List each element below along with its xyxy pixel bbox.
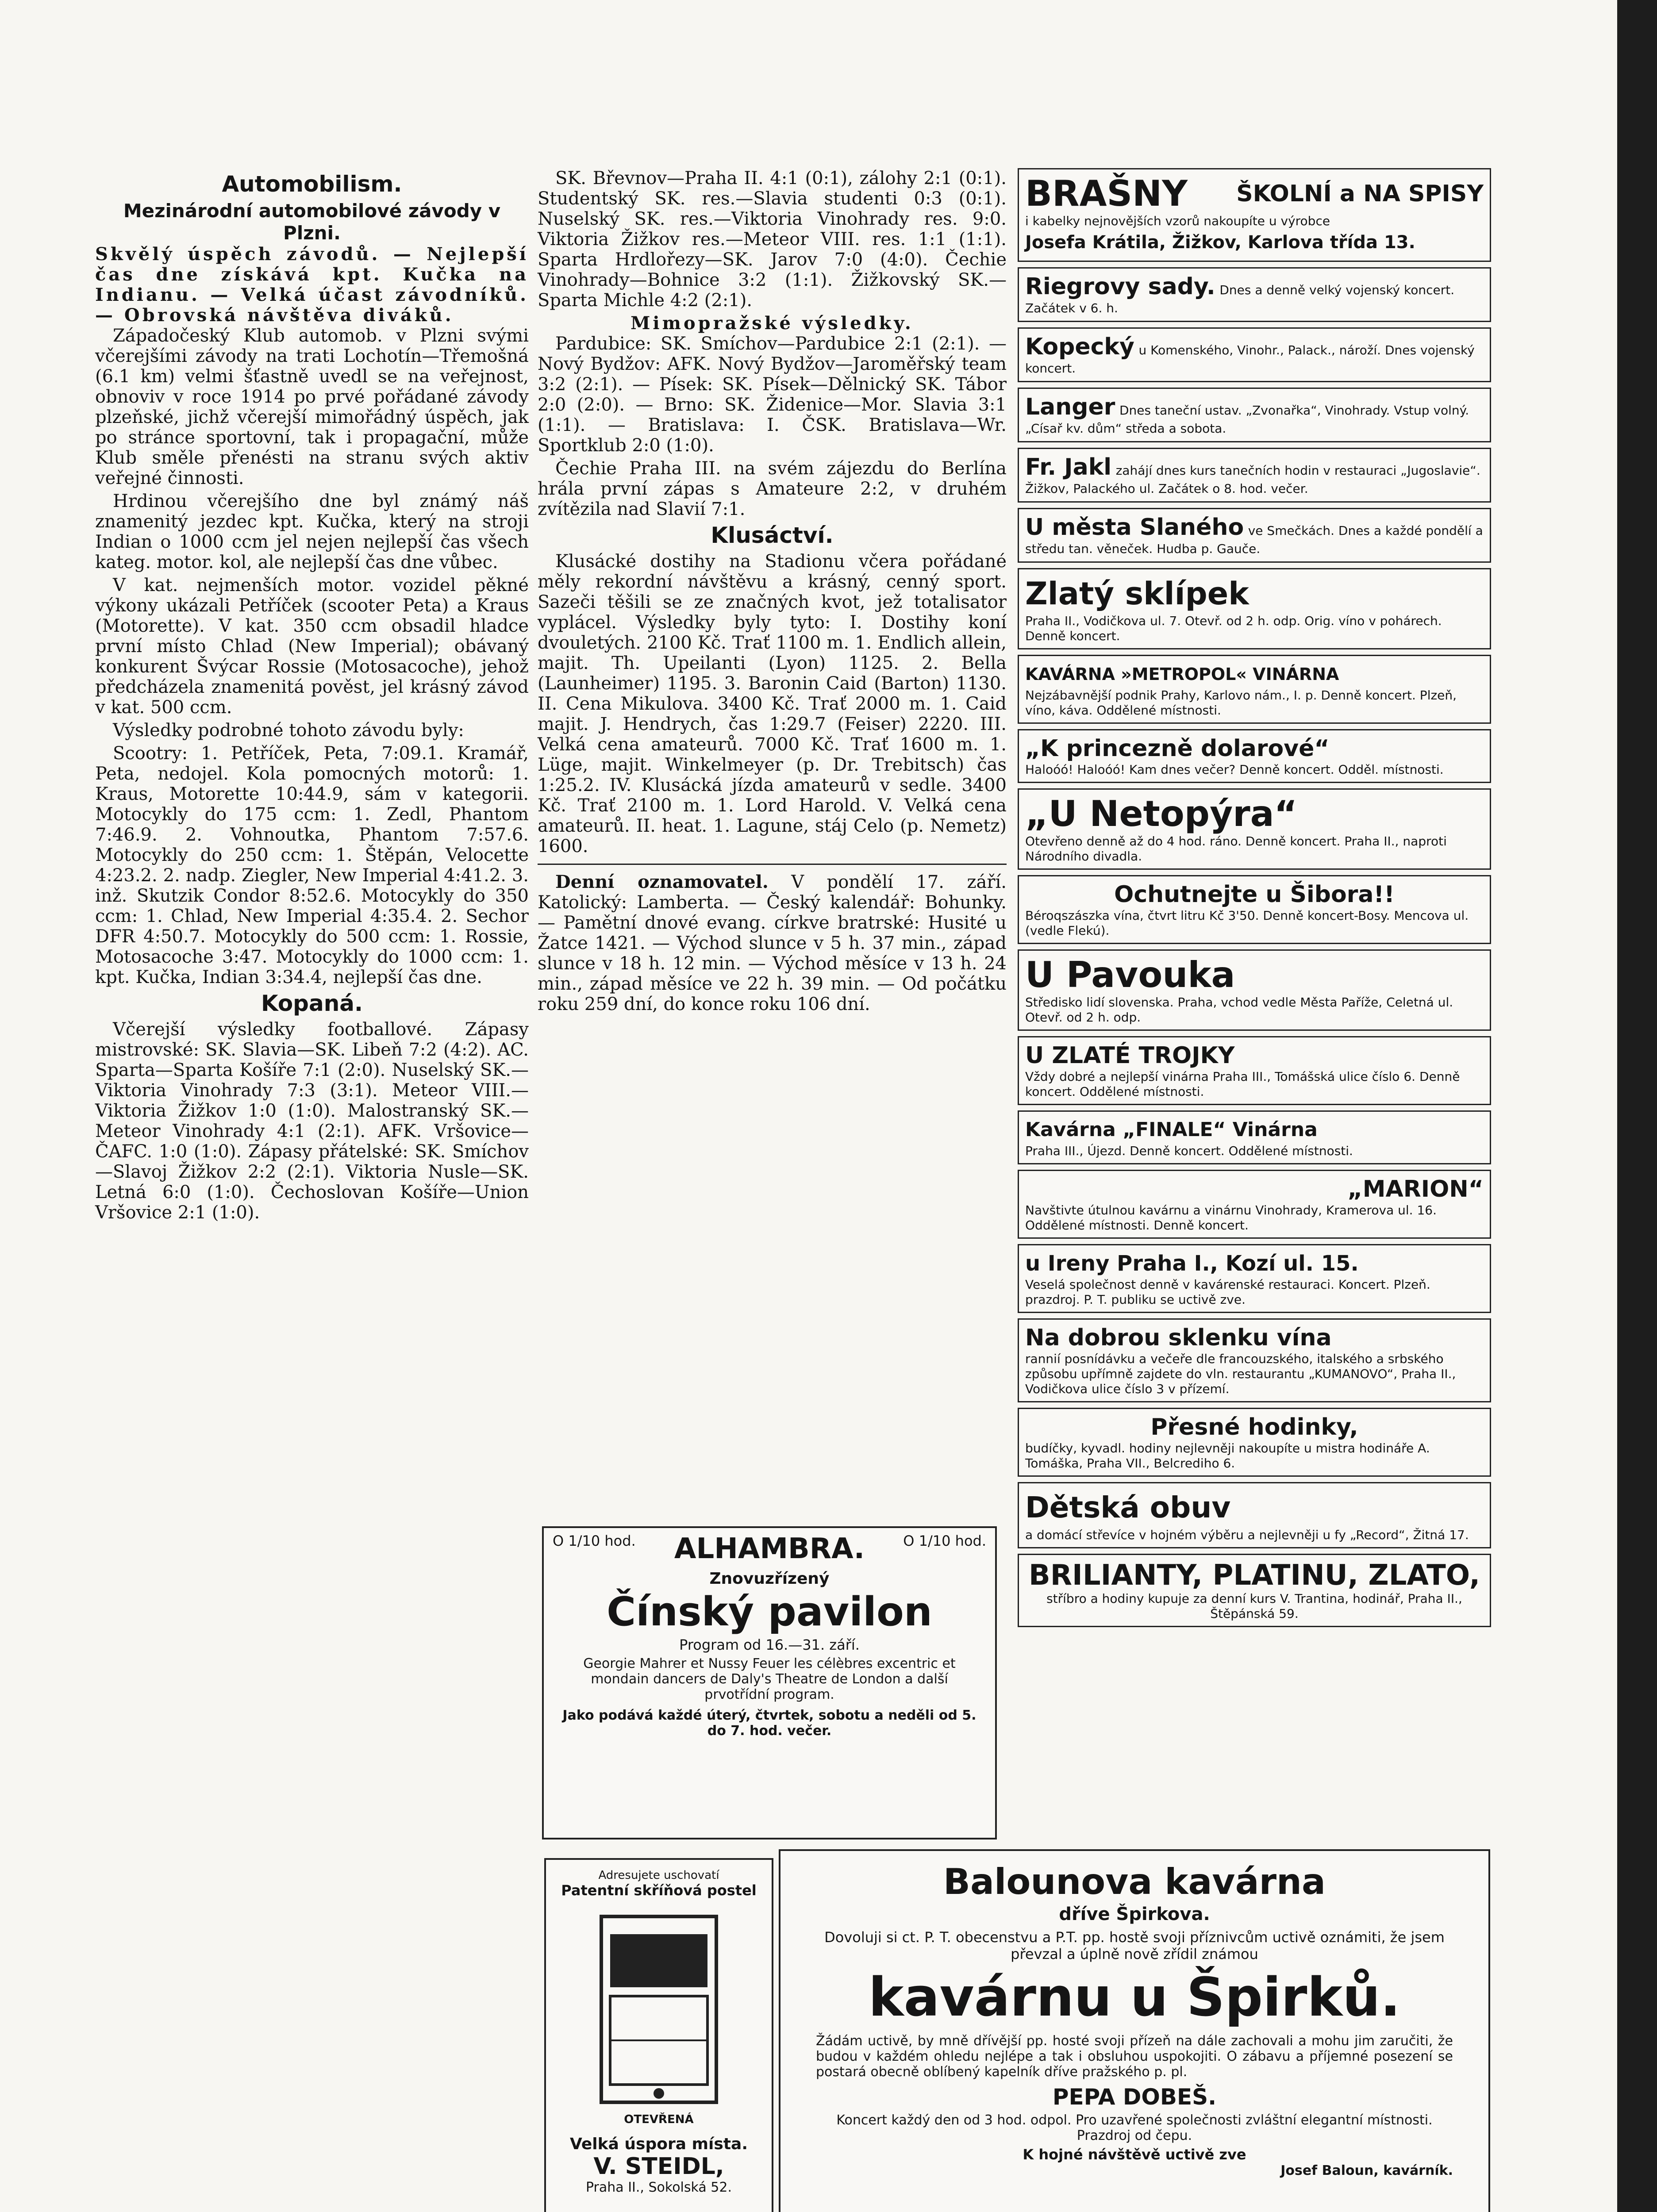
ad-kumanovo xyxy=(1018,1318,1491,1402)
steidl-top: Adresujete uschovatí xyxy=(598,1869,719,1882)
ad-brasny-sub: ŠKOLNÍ a NA SPISY xyxy=(1236,180,1484,207)
ad-title: Riegrovy sady. xyxy=(1025,273,1215,300)
ad-title: „MARION“ xyxy=(1347,1176,1484,1202)
ad-langer xyxy=(1018,388,1491,442)
ad-pavouka xyxy=(1018,949,1491,1031)
ad-brasny-title: BRAŠNY xyxy=(1025,173,1188,214)
article-paragraph: V kat. nejmenších motor. vozidel pěkné výkony ukázali Petříček (scooter Peta) a Kraus (Motorette). V kat. 350 ccm obsadil hladce první místo Chlad (New Imperial); obávaný konkurent Švýcar Rossie (Motosacoche), jehož předcházela znamenitá pověst, jel krásný závod v kat. 500 ccm. xyxy=(95,575,529,718)
alhambra-renov: Znovuzřízený xyxy=(709,1570,830,1588)
ad-title: Ochutnejte u Šibora!! xyxy=(1114,881,1395,908)
baloun-invite: K hojné návštěvě uctivě zve xyxy=(1023,2146,1246,2163)
ad-title: Langer xyxy=(1025,394,1115,420)
ad-text: Praha II., Vodičkova ul. 7. Otevř. od 2 h. odp. Orig. víno v pohárech. Denně koncert. xyxy=(1025,614,1442,643)
ad-sibor xyxy=(1018,875,1491,944)
ad-trantina xyxy=(1018,1554,1491,1627)
ad-hodinky xyxy=(1018,1408,1491,1477)
ad-text: Dnes taneční ustav. „Zvonařka“, Vinohrady. Vstup volný. „Císař kv. dům“ středa a sobota. xyxy=(1025,403,1469,436)
alhambra-program: Program od 16.—31. září. xyxy=(679,1636,860,1653)
ad-text: Praha III., Újezd. Denně koncert. Oddělené místnosti. xyxy=(1025,1144,1353,1158)
trotting-results: Klusácké dostihy na Stadionu včera pořádané měly rekordní návštěvu a krásný, cenný sport. Sazeči těšili se ze značných kvot, jež totalisator vyplácel. Výsledky byly tyto: I. Dostihy koní dvouletých. 2100 Kč. Trať 1100 m. 1. Endlich allein, majit. Th. Upeilanti (Lyon) 1125. 2. Bella (Launheimer) 1195. 3. Baronin Caid (Barton) 1130. II. Cena Mikulova. 3400 Kč. Trať 2000 m. 1. Caid majit. J. Hendrych, čas 1:29.7 (Feiser) 2220. III. Velká cena amateurů. 7000 Kč. Trať 1600 m. 1. Lüge, majit. Winkelmeyer (p. Dr. Trebitsch) čas 1:25.2. IV. Klusácká jízda amateurů v sedle. 3400 Kč. Trať 2100 m. 1. Lord Harold. V. Velká cena amateurů. II. heat. 1. Lagune, stáj Celo (p. Nemetz) 1600. xyxy=(538,551,1007,856)
ad-kopecky xyxy=(1018,327,1491,382)
alhambra-price-right: O 1/10 hod. xyxy=(903,1532,986,1549)
steidl-word: OTEVŘENÁ xyxy=(624,2113,694,2126)
ad-title: Na dobrou sklenku vína xyxy=(1025,1325,1332,1351)
steidl-title: Patentní skříňová postel xyxy=(561,1882,757,1899)
ad-title: Přesné hodinky, xyxy=(1150,1414,1358,1440)
daily-notice-title: Denní oznamovatel. xyxy=(555,872,769,892)
alhambra-pavilion: Čínský pavilon xyxy=(607,1589,932,1635)
section-title-football: Kopaná. xyxy=(261,991,363,1016)
ad-metropol xyxy=(1018,655,1491,724)
divider xyxy=(538,864,1007,865)
baloun-name: kavárnu u Špirků. xyxy=(868,1967,1401,2028)
ads-column xyxy=(1018,168,1491,1632)
steidl-name: V. STEIDL, xyxy=(593,2153,724,2180)
ad-brasny xyxy=(1018,168,1491,262)
ad-text: u Komenského, Vinohr., Palack., nároží. Dnes vojenský koncert. xyxy=(1025,343,1475,376)
cechie-note: Čechie Praha III. na svém zájezdu do Berlína hrála první zápas s Amateure 2:2, v druhém zvítězila nad Slavií 7:1. xyxy=(538,458,1007,519)
baloun-intro: Dovoluji si ct. P. T. obecenstvu a P.T. pp. hostě svoji příznivcům uctivě oznámiti, že jsem převzal a úplně nově zřídil známou xyxy=(824,1929,1445,1962)
ad-text: rannií posnídávku a večeře dle francouzského, italského a srbského způsobu upřímně zajdete do vln. restaurantu „KUMANOVO“, Praha II., Vodičkova ulice číslo 3 v přízemí. xyxy=(1025,1352,1456,1396)
baloun-kapelnik: PEPA DOBEŠ. xyxy=(1052,2084,1217,2110)
article-title: Mezinárodní automobilové závody v Plzni. xyxy=(123,200,501,244)
results-heading: Výsledky podrobné tohoto závodu byly: xyxy=(113,720,464,741)
ad-title: u Ireny Praha I., Kozí ul. 15. xyxy=(1025,1251,1359,1276)
ad-text: Dnes a denně velký vojenský koncert. Začátek v 6. h. xyxy=(1025,283,1455,315)
ad-text: Béroqszászka vína, čtvrt litru Kč 3'50. Denně koncert-Bosy. Mencova ul. (vedle Flekú). xyxy=(1025,908,1469,938)
ad-princezna xyxy=(1018,729,1491,783)
page-edge-shadow xyxy=(1617,0,1657,2212)
alhambra-title: ALHAMBRA. xyxy=(674,1532,865,1565)
ad-text: Vždy dobré a nejlepší vinárna Praha III., Tomášská ulice číslo 6. Denně koncert. Oddělené místnosti. xyxy=(1025,1069,1460,1099)
ad-finale xyxy=(1018,1110,1491,1164)
ad-title: KAVÁRNA »METROPOL« VINÁRNA xyxy=(1025,664,1339,684)
baloun-body: Žádám uctivě, by mně dřívější pp. hosté svoji přízeň na dále zachovali a mohu jim zaručiti, že budou v každém ohledu nejlépe a tak i obsluhou uspokojiti. O zábavu a příjemné posezení se postará obecně oblíbený kapelník dříve pražského p. pl. xyxy=(816,2033,1453,2080)
ad-title: U ZLATÉ TROJKY xyxy=(1025,1042,1235,1069)
ad-title: Dětská obuv xyxy=(1025,1490,1231,1525)
ad-title: Zlatý sklípek xyxy=(1025,576,1249,612)
ad-title: U Pavouka xyxy=(1025,954,1235,995)
alhambra-footer: Jako podává každé úterý, čtvrtek, sobotu a neděli od 5. do 7. hod. večer. xyxy=(562,1708,977,1739)
ad-mesta-slaneho xyxy=(1018,508,1491,563)
ad-title: BRILIANTY, PLATINU, ZLATO, xyxy=(1028,1559,1480,1592)
article-paragraph: Hrdinou včerejšího dne byl známý náš znamenitý jezdec kpt. Kučka, který na stroji Indian o 1000 ccm jel nejen nejlepší čas všech kateg. motor. kol, ale nejlepší čas dne vůbec. xyxy=(95,491,529,572)
article-paragraph: Západočeský Klub automob. v Plzni svými včerejšími závody na trati Lochotín—Třemošná (6.1 km) velmi šťastně uvedl se na veřejnost, obnoviv v roce 1914 po prvé pořádané závody plzeňské, jichž včerejší mimořádný úspěch, jak po stránce sportovní, tak i propagační, může Klub směle přenésti na stranu svých aktiv veřejné činnosti. xyxy=(95,326,529,488)
ad-text: Navštivte útulnou kavárnu a vinárnu Vinohrady, Kramerova ul. 16. Oddělené místnosti. Denně koncert. xyxy=(1025,1203,1437,1233)
ad-title: „K princezně dolarové“ xyxy=(1025,735,1330,762)
ad-jakl xyxy=(1018,448,1491,503)
folding-bed-icon xyxy=(575,1908,743,2111)
ad-zlaty-sklipek xyxy=(1018,568,1491,649)
ad-text: stříbro a hodiny kupuje za denní kurs V. Trantina, hodinář, Praha II., Štěpánská 59. xyxy=(1046,1591,1462,1621)
baloun-title: Balounova kavárna xyxy=(943,1861,1326,1902)
ad-text: Otevřeno denně až do 4 hod. ráno. Denně koncert. Praha II., naproti Národního divadla. xyxy=(1025,834,1447,864)
ad-marion xyxy=(1018,1170,1491,1239)
alhambra-body: Georgie Mahrer et Nussy Feuer les célèbres excentric et mondain dancers de Daly's Theatre de London a další prvotřídní program. xyxy=(583,1656,956,1702)
alhambra-price-left: O 1/10 hod. xyxy=(553,1532,636,1549)
ad-netopyr xyxy=(1018,788,1491,870)
ad-steidl xyxy=(544,1858,773,2212)
ad-text: i kabelky nejnovějších vzorů nakoupíte u výrobce xyxy=(1025,214,1330,228)
daily-notice xyxy=(538,872,1007,1014)
ad-riegrovy-sady xyxy=(1018,267,1491,322)
section-title-trotting: Klusáctví. xyxy=(711,522,834,548)
ad-alhambra xyxy=(542,1526,997,1839)
ad-title: Kopecký xyxy=(1025,334,1134,360)
ad-title: „U Netopýra“ xyxy=(1025,793,1298,834)
baloun-concert: Koncert každý den od 3 hod. odpol. Pro uzavřené společnosti zvláštní elegantní místnosti. Prazdroj od čepu. xyxy=(836,2112,1433,2143)
ad-text: zahájí dnes kurs tanečních hodin v restauraci „Jugoslavie“. Žižkov, Palackého ul. Začátek o 8. hod. večer. xyxy=(1025,463,1480,496)
ad-text: ve Smečkách. Dnes a každé pondělí a středu tan. věneček. Hudba p. Gauče. xyxy=(1025,523,1483,556)
ad-text: budíčky, kyvadl. hodiny nejlevněji nakoupíte u mistra hodináře A. Tomáška, Praha VII., Belcrediho 6. xyxy=(1025,1441,1430,1471)
ad-advertiser: Josefa Krátila, Žižkov, Karlova třída 13. xyxy=(1025,232,1415,253)
out-of-prague-results: Pardubice: SK. Smíchov—Pardubice 2:1 (2:1). — Nový Bydžov: AFK. Nový Bydžov—Jaroměřský team 3:2 (2:1). — Písek: SK. Písek—Dělnický SK. Tábor 2:0 (2:0). — Brno: SK. Židenice—Mor. Slavia 3:1 (1:1). — Bratislava: I. ČSK. Bratislava—Wr. Sportklub 2:0 (1:0). xyxy=(538,334,1007,456)
ad-title: Kavárna „FINALE“ Vinárna xyxy=(1025,1118,1318,1141)
ad-text: a domácí střevíce v hojném výběru a nejlevněji u fy „Record“, Žitná 17. xyxy=(1025,1528,1469,1542)
column-sports-results xyxy=(538,168,1007,1017)
baloun-signature: Josef Baloun, kavárník. xyxy=(1280,2163,1453,2178)
ad-detska-obuv xyxy=(1018,1482,1491,1548)
article-lead: Skvělý úspěch závodů. — Nejlepší čas dne získává kpt. Kučka na Indianu. — Velká účast závodníků. — Obrovská návštěva diváků. xyxy=(95,244,529,326)
daily-notice-text: V pondělí 17. září. Katolický: Lamberta. — Český kalendář: Bohunky. — Pamětní dnové evang. církve bratrské: Husité u Žatce 1421. — Východ slunce v 5 h. 37 min., západ slunce v 18 h. 12 min. — Východ měsíce v 13 h. 24 min., západ měsíce ve 22 h. 39 min. — Od počátku roku 259 dní, do konce roku 106 dní. xyxy=(538,872,1007,1014)
football-results-cont: SK. Břevnov—Praha II. 4:1 (0:1), zálohy 2:1 (0:1). Studentský SK. res.—Slavia studenti 0:3 (0:1). Nuselský SK. res.—Viktoria Vinohrady res. 9:0. Viktoria Žižkov res.—Meteor VIII. res. 1:1 (1:1). Sparta Hrdlořezy—SK. Jarov 7:0 (4:0). Čechie Vinohrady—Bohnice 3:2 (1:1). Žižkovský SK.—Sparta Michle 4:2 (2:1). xyxy=(538,168,1007,311)
ad-zlate-trojky xyxy=(1018,1036,1491,1105)
ad-title: U města Slaného xyxy=(1025,514,1244,541)
steidl-savings: Velká úspora místa. xyxy=(569,2135,748,2153)
section-title-automobilism: Automobilism. xyxy=(222,171,402,197)
ad-text: Haloóó! Haloóó! Kam dnes večer? Denně koncert. Odděl. místnosti. xyxy=(1025,762,1444,777)
ad-baloun-cafe xyxy=(779,1849,1490,2212)
results-text: Scootry: 1. Petříček, Peta, 7:09.1. Kramář, Peta, nedojel. Kola pomocných motorů: 1. Kraus, Motorette 10:44.9, sám v kategorii. Motocykly do 175 ccm: 1. Zedl, Phantom 7:46.9. 2. Vohnoutka, Phantom 7:57.6. Motocykly do 250 ccm: 1. Štěpán, Velocette 4:23.2. 2. nadp. Ziegler, New Imperial 4:41.2. 3. inž. Skutzik Condor 8:52.6. Motocykly do 350 ccm: 1. Chlad, New Imperial 4:35.4. 2. Sechor DFR 4:50.7. Motocykly do 500 ccm: 1. Rossie, Motosacoche 3:47. Motocykly do 1000 ccm: 1. kpt. Kučka, Indian 3:34.4, nejlepší čas dne. xyxy=(95,743,529,987)
out-of-prague-title: Mimopražské výsledky. xyxy=(631,313,914,334)
steidl-address: Praha II., Sokolská 52. xyxy=(585,2180,732,2195)
ad-ireny xyxy=(1018,1244,1491,1313)
baloun-subtitle: dříve Špirkova. xyxy=(1059,1904,1210,1924)
ad-text: Středisko lidí slovenska. Praha, vchod vedle Města Paříže, Celetná ul. Otevř. od 2 h. odp. xyxy=(1025,995,1453,1025)
column-sports-auto xyxy=(95,168,529,1225)
football-results: Včerejší výsledky footballové. Zápasy mistrovské: SK. Slavia—SK. Libeň 7:2 (4:2). AC. Sparta—Sparta Košíře 7:1 (2:0). Nuselský SK.—Viktoria Vinohrady 7:3 (3:1). Meteor VIII.—Viktoria Žižkov 1:0 (1:0). Malostranský SK.—Meteor Vinohrady 4:1 (2:1). AFK. Vršovice—ČAFC. 1:0 (1:0). Zápasy přátelské: SK. Smíchov—Slavoj Žižkov 2:2 (2:1). Viktoria Nusle—SK. Letná 6:0 (1:0). Čechoslovan Košíře—Union Vršovice 2:1 (1:0). xyxy=(95,1019,529,1223)
ad-title: Fr. Jakl xyxy=(1025,454,1112,480)
ad-text: Nejzábavnější podnik Prahy, Karlovo nám., I. p. Denně koncert. Plzeň, víno, káva. Oddělené místnosti. xyxy=(1025,688,1457,718)
ad-text: Veselá společnost denně v kavárenské restauraci. Koncert. Plzeň. prazdroj. P. T. publiku se uctivě zve. xyxy=(1025,1277,1430,1307)
